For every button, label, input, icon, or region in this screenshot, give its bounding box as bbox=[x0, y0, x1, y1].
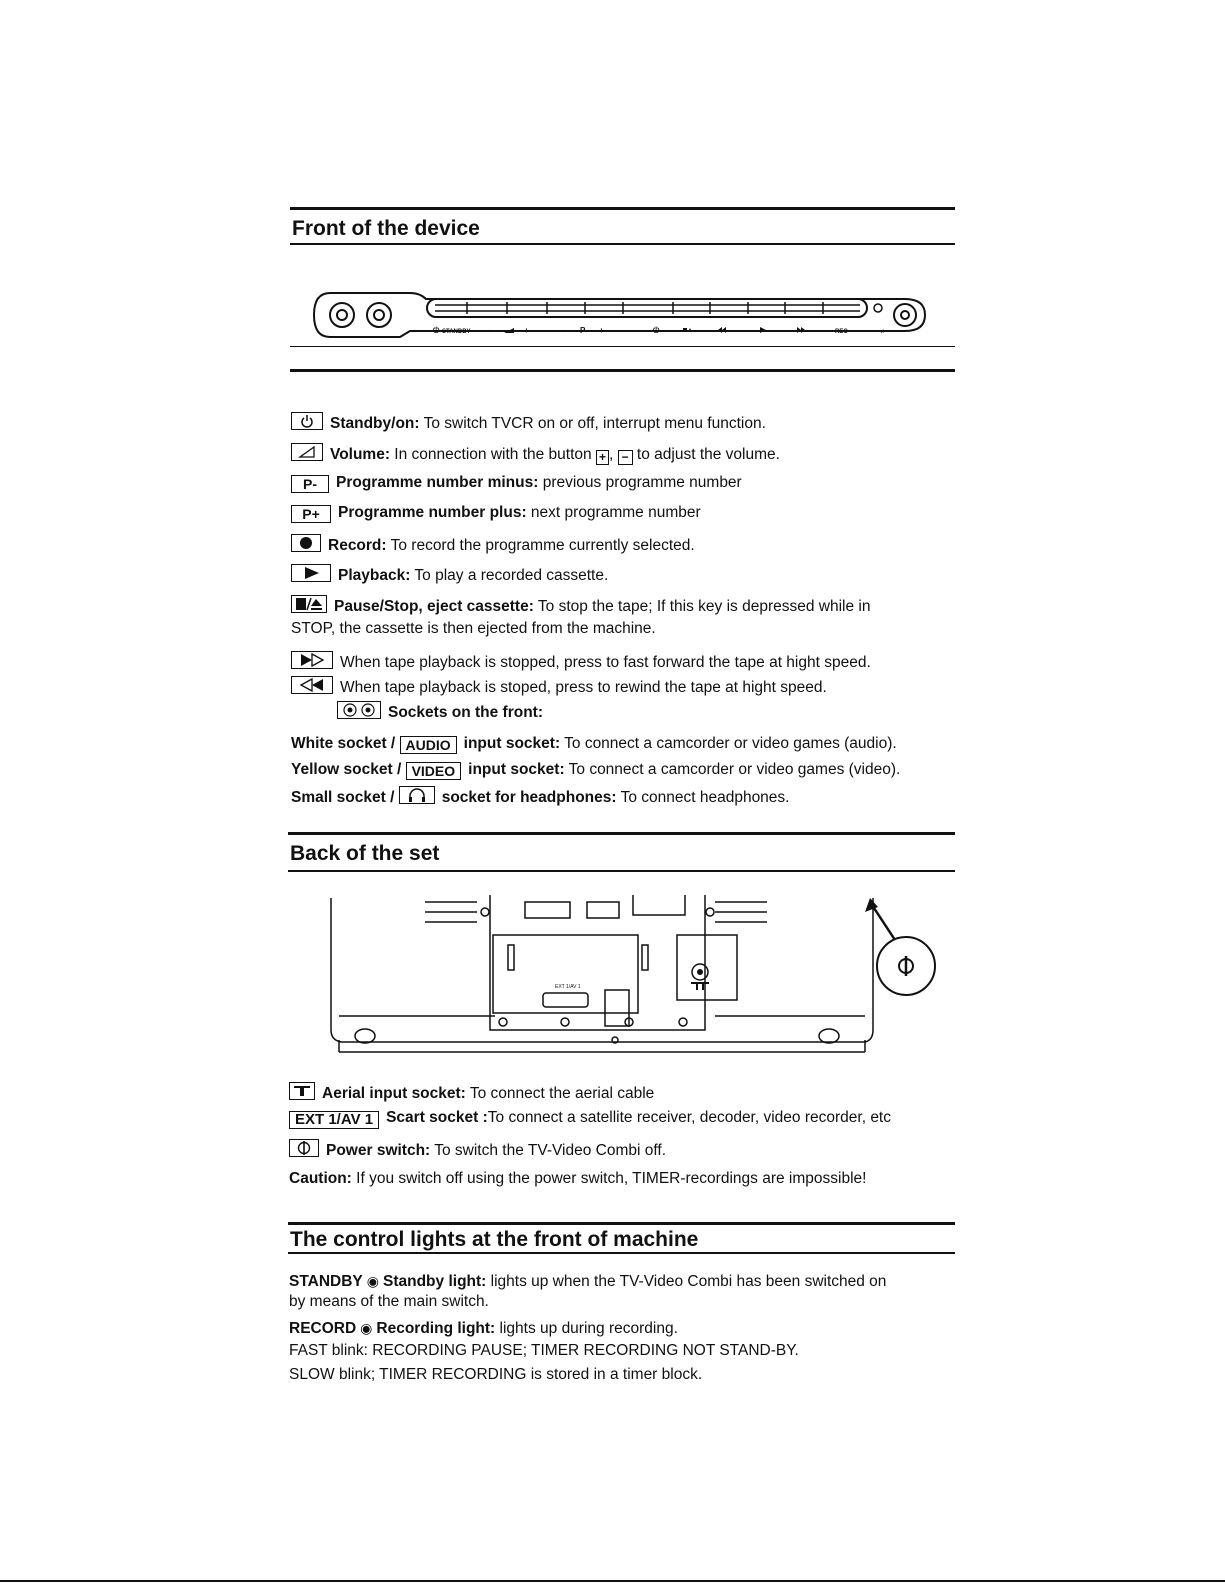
back-section-title: Back of the set bbox=[288, 832, 955, 872]
svg-text:♫: ♫ bbox=[880, 329, 885, 335]
list-item: P- Programme number minus: previous programme number bbox=[291, 473, 742, 493]
list-item: Record: To record the programme currently selected. bbox=[291, 534, 695, 556]
headphones-icon bbox=[399, 786, 435, 804]
list-item-continuation: by means of the main switch. bbox=[289, 1293, 489, 1310]
svg-text:+: + bbox=[524, 326, 529, 335]
audio-key: AUDIO bbox=[400, 736, 457, 754]
video-key: VIDEO bbox=[406, 762, 462, 780]
lights-section-title: The control lights at the front of machine bbox=[288, 1222, 955, 1254]
recording-light-icon: ◉ bbox=[360, 1320, 373, 1336]
standby-light-icon bbox=[874, 304, 882, 312]
headphone-socket-icon bbox=[894, 304, 916, 326]
record-icon bbox=[291, 534, 321, 552]
svg-text:P: P bbox=[580, 326, 586, 335]
list-item: Pause/Stop, eject cassette: To stop the tape; If this key is depressed while in bbox=[291, 595, 870, 617]
front-section-bottom-rule bbox=[290, 369, 955, 372]
list-item: STANDBY ◉ Standby light: lights up when the TV-Video Combi has been switched on bbox=[289, 1273, 887, 1290]
list-item: P+ Programme number plus: next programme number bbox=[291, 503, 701, 523]
list-item: Yellow socket / VIDEO input socket: To connect a camcorder or video games (video). bbox=[291, 761, 901, 779]
caution-note: Caution: If you switch off using the power switch, TIMER-recordings are impossible! bbox=[289, 1170, 867, 1187]
audio-socket-icon bbox=[330, 303, 354, 327]
list-item: Volume: In connection with the button + , − to adjust the volume. bbox=[291, 443, 780, 465]
list-item: Sockets on the front: bbox=[337, 701, 543, 723]
aerial-icon bbox=[289, 1082, 315, 1100]
list-item: RECORD ◉ Recording light: lights up during recording. bbox=[289, 1320, 678, 1337]
ext-av1-key: EXT 1/AV 1 bbox=[289, 1111, 379, 1129]
list-item: When tape playback is stopped, press to fast forward the tape at hight speed. bbox=[291, 651, 871, 673]
back-panel-diagram bbox=[325, 890, 955, 1060]
list-item: Aerial input socket: To connect the aerial cable bbox=[289, 1082, 654, 1104]
front-diagram-rule bbox=[290, 346, 955, 347]
fast-forward-icon bbox=[291, 651, 333, 669]
rewind-icon bbox=[291, 676, 333, 694]
svg-text:⏻: ⏻ bbox=[653, 326, 660, 335]
svg-text:REC: REC bbox=[835, 329, 848, 335]
list-item: EXT 1/AV 1 Scart socket :To connect a satellite receiver, decoder, video recorder, etc bbox=[289, 1108, 891, 1129]
list-item: White socket / AUDIO input socket: To connect a camcorder or video games (audio). bbox=[291, 735, 897, 753]
svg-text:⏻: ⏻ bbox=[433, 326, 440, 335]
page-bottom-rule bbox=[0, 1580, 1225, 1582]
list-item: Playback: To play a recorded cassette. bbox=[291, 564, 608, 586]
list-item: Standby/on: To switch TVCR on or off, interrupt menu function. bbox=[291, 412, 766, 434]
video-socket-icon bbox=[367, 303, 391, 327]
standby-light-icon: ◉ bbox=[366, 1273, 379, 1289]
minus-button-icon: − bbox=[618, 450, 633, 465]
standby-caption: STANDBY bbox=[442, 329, 471, 335]
front-panel-diagram bbox=[290, 285, 955, 350]
svg-text:+: + bbox=[599, 326, 604, 335]
p-minus-key: P- bbox=[291, 475, 329, 493]
svg-text:−: − bbox=[487, 326, 492, 335]
stop-eject-icon bbox=[291, 595, 327, 613]
power-switch-icon bbox=[289, 1139, 319, 1157]
plus-button-icon: + bbox=[596, 450, 609, 465]
p-plus-key: P+ bbox=[291, 505, 331, 523]
ext-caption: EXT 1/AV 1 bbox=[555, 984, 581, 990]
list-item: Small socket / socket for headphones: To connect headphones. bbox=[291, 786, 789, 808]
svg-text:−: − bbox=[562, 326, 567, 335]
front-section-title: Front of the device bbox=[290, 207, 955, 245]
list-item: Power switch: To switch the TV-Video Combi off. bbox=[289, 1139, 666, 1161]
list-item: When tape playback is stoped, press to rewind the tape at hight speed. bbox=[291, 676, 827, 698]
volume-icon bbox=[291, 443, 323, 461]
play-icon bbox=[291, 564, 331, 582]
power-icon bbox=[291, 412, 323, 430]
list-item-continuation: STOP, the cassette is then ejected from the machine. bbox=[291, 620, 656, 637]
list-item: SLOW blink; TIMER RECORDING is stored in a timer block. bbox=[289, 1366, 703, 1383]
list-item: FAST blink: RECORDING PAUSE; TIMER RECORDING NOT STAND-BY. bbox=[289, 1342, 799, 1359]
sockets-icon bbox=[337, 701, 381, 719]
